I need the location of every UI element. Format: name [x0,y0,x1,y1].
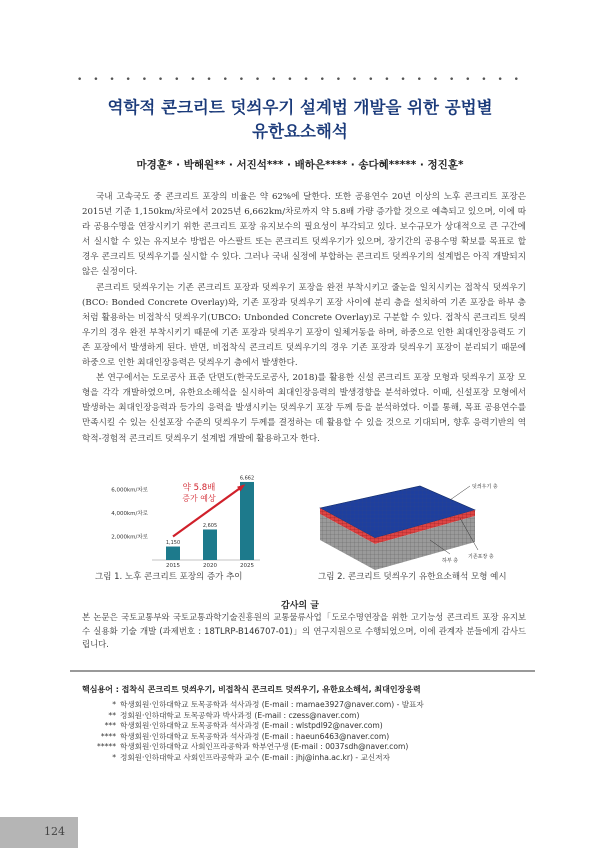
bar-data-label: 6,662 [239,475,255,482]
affiliation-6: * 정회원·인하대학교 사회인프라공학과 교수 (E-mail : jhj@inha.ac.kr) - 교신저자 [112,752,390,762]
bar [240,482,254,560]
figure-2-caption: 그림 2. 콘크리트 덧씌우기 유한요소해석 모형 예시 [318,572,507,582]
affiliation-4: **** 학생회원·인하대학교 토목공학과 석사과정 (E-mail : haeun6463@naver.com) [100,731,390,741]
x-tick-label: 2015 [166,563,180,569]
paper-title [40,96,560,144]
affiliations [82,700,542,764]
page-number-bar [0,817,78,848]
bar-data-label: 1,150 [165,540,181,547]
bar [166,547,180,560]
acknowledgement-text: 본 논문은 국토교통부와 국토교통과학기술진흥원의 교통물류사업「도로수명연장을 위한 고기능성 콘크리트 포장 유지보수 실용화 기술 개발 (과제번호 : 18TLRP-B146707-01)」의 연구지원으로 수행되었으며, 이에 관계자 분들에게 감사드립니다. [82,612,526,649]
y-tick-label: 6,000km/차로 [111,487,148,494]
keywords: 핵심용어 : 접착식 콘크리트 덧씌우기, 비접착식 콘크리트 덧씌우기, 유한요소해석, 최대인장응력 [82,685,421,694]
title-line-1: 역학적 콘크리트 덧씌우기 설계법 개발을 위한 공법별 [107,98,493,117]
x-tick-label: 2020 [203,563,217,569]
figure-1-bar-chart [80,468,290,578]
paragraph-2: 콘크리트 덧씌우기는 기존 콘크리트 포장과 덧씌우기 포장을 완전 부착시키고 줄눈을 일치시키는 접착식 덧씌우기(BCO: Bonded Concrete Overlay)와, 기존 포장과 덧씌우기 포장 사이에 분리 층을 설치하여 기존 포장을 하부 층처럼 활용하는 비접착식 덧씌우기(UBCO: Unbonded Concrete Overlay)로 구분할 수 있다. 접착식 콘크리트 덧씌우기의 경우 완전 부착시키기 때문에 기존 포장과 덧씌우기 포장이 일체거동을 하며, 하중으로 인한 최대인장응력도 기존 포장에서 발생하게 된다. 반면, 비접착식 콘크리트 덧씌우기의 경우 기존 포장과 덧씌우기 포장이 분리되기 때문에 하중으로 인한 최대인장응력은 덧씌우기 층에서 발생한다. [82,282,526,369]
label-existing: 기존포장 층 [468,554,494,560]
y-tick-label: 4,000km/차로 [111,511,148,518]
acknowledgement-title: 감사의 글 [281,601,319,611]
annotation-forecast: 증가 예상 [182,494,216,503]
abstract-body [82,190,526,447]
affiliation-1: * 학생회원·인하대학교 토목공학과 석사과정 (E-mail : mamae3927@naver.com) - 발표자 [112,700,424,709]
label-overlay: 덧씌우기 층 [472,484,498,490]
bar-data-label: 2,605 [202,522,218,529]
affiliation-3: *** 학생회원·인하대학교 토목공학과 석사과정 (E-mail : wlstpdl92@naver.com) [104,721,383,731]
affiliation-2: ** 정회원·인하대학교 토목공학과 박사과정 (E-mail : czess@naver.com) [108,710,360,720]
header-dots: • • • • • • • • • • • • • • • • • • • • • • • • • • • • [77,75,523,85]
page-number: 124 [44,825,65,838]
title-line-2: 유한요소해석 [252,122,348,141]
bar [203,529,217,560]
affiliation-5: ***** 학생회원·인하대학교 사회인프라공학과 학부연구생 (E-mail : 0037sdh@naver.com) [97,742,409,752]
label-base: 하부 층 [442,558,459,564]
author-list: 마경훈* · 박해원** · 서진석*** · 배하은**** · 송다혜***** · 정진훈* [136,159,464,171]
annotation-ratio: 약 5.8배 [182,483,216,493]
paragraph-3: 본 연구에서는 도로공사 표준 단면도(한국도로공사, 2018)를 활용한 신설 콘크리트 포장 모형과 덧씌우기 포장 모형을 각각 개발하였으며, 유한요소해석을 실시하여 최대인장응력의 발생경향을 분석하였다. 이때, 신설포장 모형에서 발생하는 최대인장응력과 등가의 응력을 발생시키는 덧씌우기 포장 두께 등을 분석하였다. 이를 통해, 목표 공용연수를 만족시킬 수 있는 신설포장 수준의 덧씌우기 두께를 결정하는 데 활용할 수 있을 것으로 기대되며, 향후 응력기반의 역학적-경험적 콘크리트 덧씌우기 설계법 개발에 활용하고자 한다. [82,373,526,444]
figure-2-fe-model [310,478,525,578]
figure-1-caption: 그림 1. 노후 콘크리트 포장의 증가 추이 [95,572,243,582]
divider [70,670,535,672]
x-tick-label: 2025 [240,563,254,569]
y-tick-label: 2,000km/차로 [111,534,148,541]
paragraph-1: 국내 고속국도 중 콘크리트 포장의 비율은 약 62%에 달한다. 또한 공용연수 20년 이상의 노후 콘크리트 포장은 2015년 기준 1,150km/차로에서 2025년 6,662km/차로까지 약 5.8배 가량 증가할 것으로 예측되고 있으며, 이에 따라 공용수명을 연장시키기 위한 콘크리트 포장 유지보수의 필요성이 부각되고 있다. 보수규모가 상대적으로 큰 구간에서 실시할 수 있는 유지보수 방법은 아스팔트 또는 콘크리트 덧씌우기가 있으며, 장기간의 공용수명 확보를 목표로 할 경우 콘크리트 덧씌우기를 실시할 수 있다. 그러나 국내 실정에 부합하는 콘크리트 덧씌우기의 설계법은 아직 개발되지 않은 실정이다. [82,192,526,278]
